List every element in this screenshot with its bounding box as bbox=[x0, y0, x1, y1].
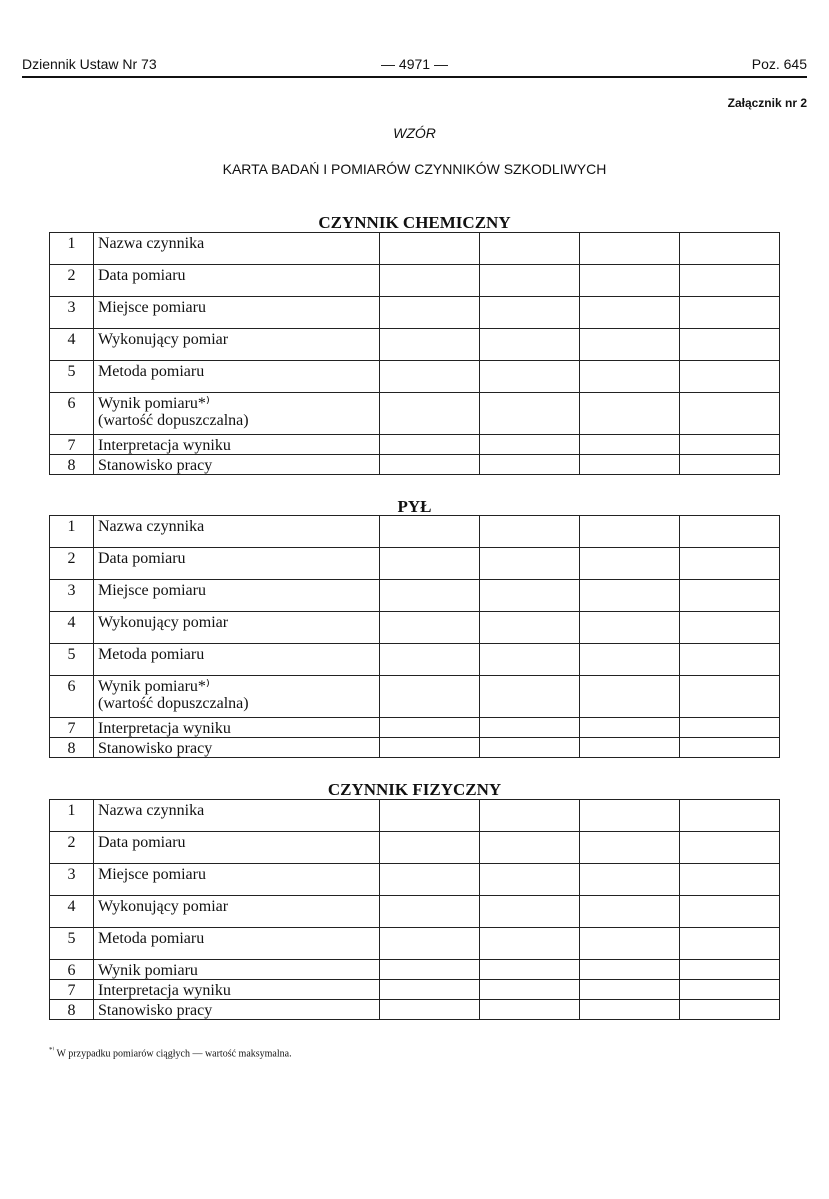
blank-cell[interactable] bbox=[580, 393, 680, 435]
blank-cell[interactable] bbox=[380, 676, 480, 718]
row-label: Miejsce pomiaru bbox=[94, 864, 380, 896]
blank-cell[interactable] bbox=[380, 265, 480, 297]
table-row bbox=[50, 612, 780, 644]
blank-cell[interactable] bbox=[480, 928, 580, 960]
section-title-chemical: CZYNNIK CHEMICZNY bbox=[318, 213, 511, 232]
blank-cell[interactable] bbox=[580, 297, 680, 329]
blank-cell[interactable] bbox=[480, 297, 580, 329]
table-row bbox=[50, 864, 780, 896]
row-number: 2 bbox=[50, 548, 94, 580]
position-number: Poz. 645 bbox=[751, 56, 807, 72]
row-label-line1: Wynik pomiaru*⁾ bbox=[98, 678, 210, 695]
blank-cell[interactable] bbox=[580, 1000, 680, 1020]
table-dust bbox=[49, 515, 780, 758]
row-label: Nazwa czynnika bbox=[94, 800, 380, 832]
blank-cell[interactable] bbox=[680, 435, 780, 455]
page-number: — 4971 — bbox=[381, 56, 448, 72]
blank-cell[interactable] bbox=[480, 676, 580, 718]
blank-cell[interactable] bbox=[380, 980, 480, 1000]
table-row bbox=[50, 297, 780, 329]
blank-cell[interactable] bbox=[380, 435, 480, 455]
blank-cell[interactable] bbox=[680, 644, 780, 676]
blank-cell[interactable] bbox=[480, 738, 580, 758]
blank-cell[interactable] bbox=[380, 233, 480, 265]
table-row bbox=[50, 800, 780, 832]
blank-cell[interactable] bbox=[580, 644, 680, 676]
blank-cell[interactable] bbox=[580, 676, 680, 718]
row-number: 8 bbox=[50, 738, 94, 758]
journal-name: Dziennik Ustaw Nr 73 bbox=[22, 56, 157, 72]
blank-cell[interactable] bbox=[580, 832, 680, 864]
table-row bbox=[50, 738, 780, 758]
blank-cell[interactable] bbox=[380, 800, 480, 832]
table-row bbox=[50, 455, 780, 475]
table-row bbox=[50, 233, 780, 265]
blank-cell[interactable] bbox=[680, 896, 780, 928]
row-number: 1 bbox=[50, 233, 94, 265]
row-number: 3 bbox=[50, 864, 94, 896]
blank-cell[interactable] bbox=[680, 393, 780, 435]
table-row bbox=[50, 896, 780, 928]
blank-cell[interactable] bbox=[680, 612, 780, 644]
blank-cell[interactable] bbox=[580, 516, 680, 548]
blank-cell[interactable] bbox=[680, 361, 780, 393]
blank-cell[interactable] bbox=[380, 580, 480, 612]
blank-cell[interactable] bbox=[480, 960, 580, 980]
document-title: KARTA BADAŃ I POMIARÓW CZYNNIKÓW SZKODLIWYCH bbox=[222, 161, 607, 177]
blank-cell[interactable] bbox=[580, 329, 680, 361]
blank-cell[interactable] bbox=[380, 455, 480, 475]
blank-cell[interactable] bbox=[380, 612, 480, 644]
blank-cell[interactable] bbox=[480, 361, 580, 393]
footnote bbox=[49, 1046, 292, 1059]
blank-cell[interactable] bbox=[480, 800, 580, 832]
row-number: 5 bbox=[50, 644, 94, 676]
row-number: 5 bbox=[50, 928, 94, 960]
row-number: 8 bbox=[50, 455, 94, 475]
row-label: Data pomiaru bbox=[94, 265, 380, 297]
blank-cell[interactable] bbox=[380, 896, 480, 928]
blank-cell[interactable] bbox=[680, 455, 780, 475]
blank-cell[interactable] bbox=[680, 718, 780, 738]
blank-cell[interactable] bbox=[580, 718, 680, 738]
table-row bbox=[50, 832, 780, 864]
template-label: WZÓR bbox=[393, 125, 436, 141]
blank-cell[interactable] bbox=[480, 1000, 580, 1020]
blank-cell[interactable] bbox=[480, 265, 580, 297]
blank-cell[interactable] bbox=[480, 580, 580, 612]
row-number: 4 bbox=[50, 896, 94, 928]
row-label-line2: (wartość dopuszczalna) bbox=[98, 695, 249, 712]
header-rule bbox=[22, 76, 807, 78]
row-number: 7 bbox=[50, 980, 94, 1000]
blank-cell[interactable] bbox=[580, 612, 680, 644]
blank-cell[interactable] bbox=[480, 548, 580, 580]
row-number: 8 bbox=[50, 1000, 94, 1020]
row-label: Data pomiaru bbox=[94, 548, 380, 580]
blank-cell[interactable] bbox=[680, 960, 780, 980]
blank-cell[interactable] bbox=[380, 738, 480, 758]
blank-cell[interactable] bbox=[680, 832, 780, 864]
blank-cell[interactable] bbox=[680, 516, 780, 548]
blank-cell[interactable] bbox=[580, 233, 680, 265]
row-number: 6 bbox=[50, 393, 94, 435]
blank-cell[interactable] bbox=[580, 738, 680, 758]
row-label: Nazwa czynnika bbox=[94, 233, 380, 265]
blank-cell[interactable] bbox=[380, 516, 480, 548]
row-number: 2 bbox=[50, 832, 94, 864]
table-row bbox=[50, 928, 780, 960]
table-row bbox=[50, 265, 780, 297]
blank-cell[interactable] bbox=[480, 612, 580, 644]
row-number: 6 bbox=[50, 676, 94, 718]
table-row bbox=[50, 1000, 780, 1020]
footnote-text: W przypadku pomiarów ciągłych — wartość maksymalna. bbox=[54, 1048, 292, 1060]
blank-cell[interactable] bbox=[480, 435, 580, 455]
section-title-physical: CZYNNIK FIZYCZNY bbox=[327, 780, 502, 799]
row-number: 4 bbox=[50, 329, 94, 361]
footnote-marker: *⁾ bbox=[49, 1046, 55, 1054]
row-label: Wykonujący pomiar bbox=[94, 612, 380, 644]
blank-cell[interactable] bbox=[680, 329, 780, 361]
blank-cell[interactable] bbox=[680, 738, 780, 758]
blank-cell[interactable] bbox=[580, 896, 680, 928]
table-row bbox=[50, 548, 780, 580]
row-label: Metoda pomiaru bbox=[94, 644, 380, 676]
blank-cell[interactable] bbox=[580, 980, 680, 1000]
row-label: Wykonujący pomiar bbox=[94, 896, 380, 928]
row-label: Stanowisko pracy bbox=[94, 738, 380, 758]
table-chemical bbox=[49, 232, 780, 475]
blank-cell[interactable] bbox=[680, 580, 780, 612]
table-row bbox=[50, 644, 780, 676]
blank-cell[interactable] bbox=[380, 393, 480, 435]
table-row bbox=[50, 329, 780, 361]
table-row bbox=[50, 718, 780, 738]
page-header bbox=[22, 56, 807, 78]
row-label bbox=[94, 393, 380, 435]
row-label: Interpretacja wyniku bbox=[94, 980, 380, 1000]
row-label: Metoda pomiaru bbox=[94, 361, 380, 393]
blank-cell[interactable] bbox=[480, 233, 580, 265]
blank-cell[interactable] bbox=[380, 1000, 480, 1020]
row-number: 1 bbox=[50, 800, 94, 832]
blank-cell[interactable] bbox=[680, 265, 780, 297]
table-row bbox=[50, 435, 780, 455]
blank-cell[interactable] bbox=[580, 960, 680, 980]
blank-cell[interactable] bbox=[580, 864, 680, 896]
blank-cell[interactable] bbox=[580, 361, 680, 393]
blank-cell[interactable] bbox=[580, 435, 680, 455]
blank-cell[interactable] bbox=[480, 896, 580, 928]
table-physical bbox=[49, 799, 780, 1020]
blank-cell[interactable] bbox=[680, 1000, 780, 1020]
row-label: Wynik pomiaru bbox=[94, 960, 380, 980]
blank-cell[interactable] bbox=[680, 548, 780, 580]
blank-cell[interactable] bbox=[380, 928, 480, 960]
row-number: 4 bbox=[50, 612, 94, 644]
blank-cell[interactable] bbox=[380, 361, 480, 393]
row-label: Stanowisko pracy bbox=[94, 455, 380, 475]
table-row bbox=[50, 980, 780, 1000]
blank-cell[interactable] bbox=[480, 455, 580, 475]
blank-cell[interactable] bbox=[580, 455, 680, 475]
blank-cell[interactable] bbox=[380, 832, 480, 864]
blank-cell[interactable] bbox=[580, 800, 680, 832]
table-row bbox=[50, 393, 780, 435]
row-label: Interpretacja wyniku bbox=[94, 435, 380, 455]
blank-cell[interactable] bbox=[480, 832, 580, 864]
row-label: Miejsce pomiaru bbox=[94, 580, 380, 612]
row-label: Wykonujący pomiar bbox=[94, 329, 380, 361]
blank-cell[interactable] bbox=[380, 644, 480, 676]
section-title-dust: PYŁ bbox=[397, 497, 432, 516]
table-row bbox=[50, 960, 780, 980]
blank-cell[interactable] bbox=[680, 676, 780, 718]
row-label: Data pomiaru bbox=[94, 832, 380, 864]
blank-cell[interactable] bbox=[580, 580, 680, 612]
row-number: 3 bbox=[50, 580, 94, 612]
blank-cell[interactable] bbox=[380, 297, 480, 329]
row-number: 2 bbox=[50, 265, 94, 297]
blank-cell[interactable] bbox=[480, 644, 580, 676]
blank-cell[interactable] bbox=[380, 548, 480, 580]
blank-cell[interactable] bbox=[480, 329, 580, 361]
blank-cell[interactable] bbox=[480, 516, 580, 548]
row-label-line2: (wartość dopuszczalna) bbox=[98, 412, 249, 429]
blank-cell[interactable] bbox=[680, 297, 780, 329]
blank-cell[interactable] bbox=[380, 329, 480, 361]
table-row bbox=[50, 361, 780, 393]
row-number: 7 bbox=[50, 435, 94, 455]
row-label bbox=[94, 676, 380, 718]
blank-cell[interactable] bbox=[480, 393, 580, 435]
row-label: Metoda pomiaru bbox=[94, 928, 380, 960]
row-number: 5 bbox=[50, 361, 94, 393]
blank-cell[interactable] bbox=[680, 928, 780, 960]
annex-label: Załącznik nr 2 bbox=[727, 96, 807, 110]
row-number: 6 bbox=[50, 960, 94, 980]
blank-cell[interactable] bbox=[680, 233, 780, 265]
table-row bbox=[50, 516, 780, 548]
row-label: Nazwa czynnika bbox=[94, 516, 380, 548]
blank-cell[interactable] bbox=[480, 864, 580, 896]
blank-cell[interactable] bbox=[580, 928, 680, 960]
blank-cell[interactable] bbox=[380, 864, 480, 896]
blank-cell[interactable] bbox=[680, 980, 780, 1000]
row-label-line1: Wynik pomiaru*⁾ bbox=[98, 395, 210, 412]
row-label: Stanowisko pracy bbox=[94, 1000, 380, 1020]
table-row bbox=[50, 676, 780, 718]
blank-cell[interactable] bbox=[480, 718, 580, 738]
row-label: Interpretacja wyniku bbox=[94, 718, 380, 738]
row-number: 1 bbox=[50, 516, 94, 548]
blank-cell[interactable] bbox=[380, 718, 480, 738]
row-number: 3 bbox=[50, 297, 94, 329]
blank-cell[interactable] bbox=[480, 980, 580, 1000]
blank-cell[interactable] bbox=[380, 960, 480, 980]
blank-cell[interactable] bbox=[580, 265, 680, 297]
blank-cell[interactable] bbox=[680, 864, 780, 896]
blank-cell[interactable] bbox=[580, 548, 680, 580]
blank-cell[interactable] bbox=[680, 800, 780, 832]
row-label: Miejsce pomiaru bbox=[94, 297, 380, 329]
row-number: 7 bbox=[50, 718, 94, 738]
table-row bbox=[50, 580, 780, 612]
